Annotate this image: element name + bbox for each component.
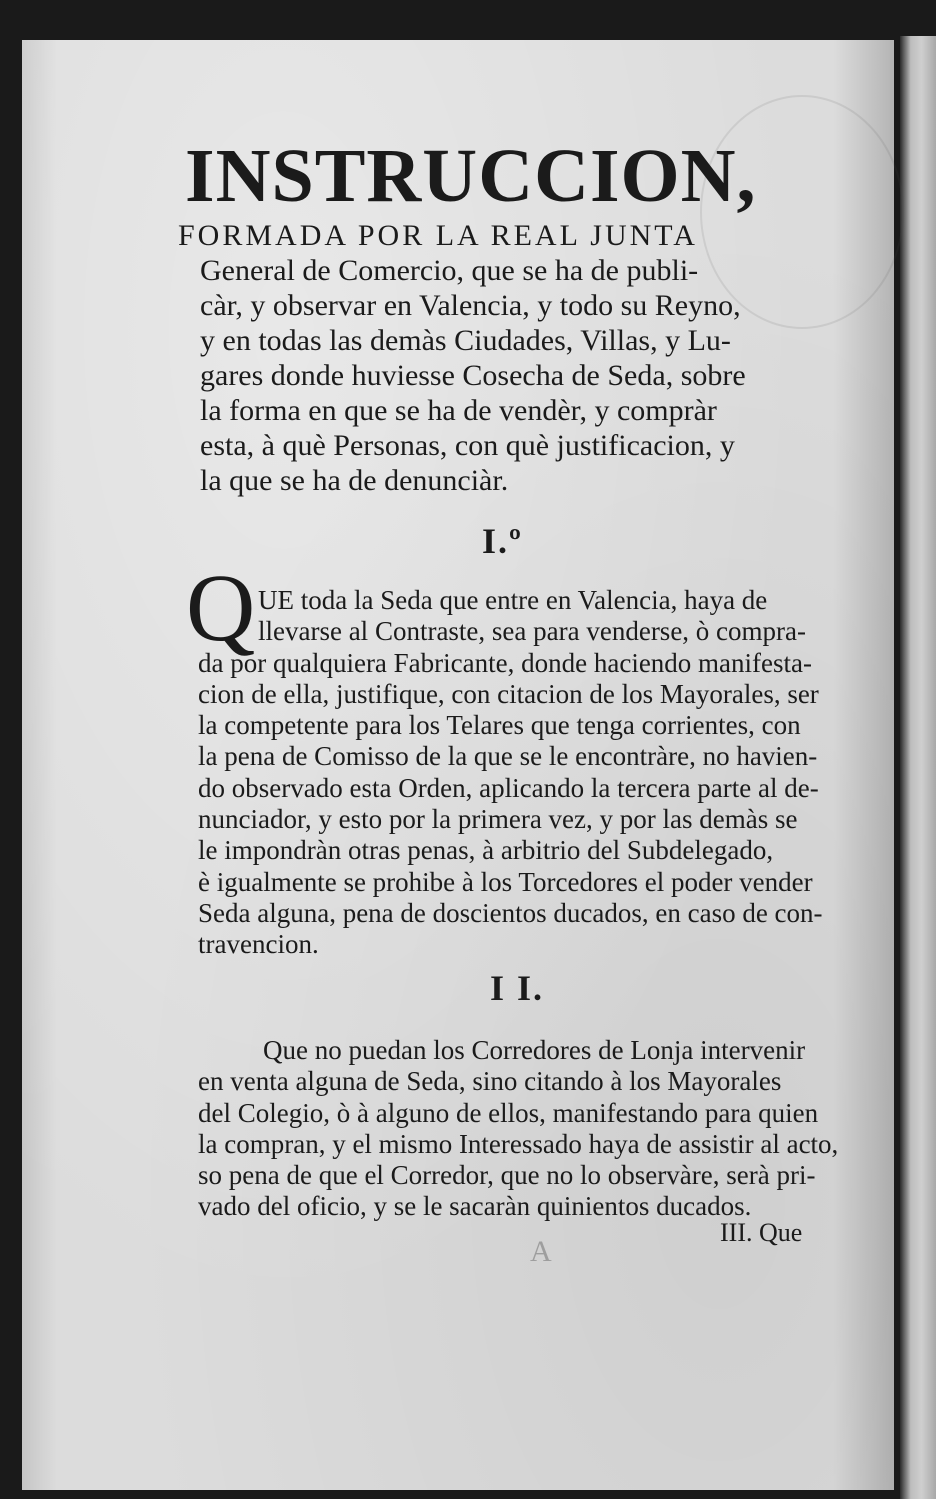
section-2-paragraph [198,1035,838,1223]
paragraph-line: vado del oficio, y se le sacaràn quinientos ducados. [198,1191,752,1222]
signature-mark: A [530,1235,552,1268]
paragraph-line: cion de ella, justifique, con citacion de los Mayorales, ser [198,678,819,709]
paragraph-line: nunciador, y esto por la primera vez, y por las demàs se [198,804,798,835]
document-title: INSTRUCCION, [185,134,757,218]
paragraph-line: Seda alguna, pena de doscientos ducados, en caso de con- [198,897,823,928]
catchword: III. Que [720,1218,803,1247]
paragraph-line: del Colegio, ò à alguno de ellos, manifestando para quien [198,1097,819,1128]
intro-paragraph [178,218,828,498]
paragraph-line: so pena de que el Corredor, que no lo observàre, serà pri- [198,1160,816,1191]
paragraph-line: Que no puedan los Corredores de Lonja intervenir [263,1035,806,1065]
paragraph-line: da por qualquiera Fabricante, donde haciendo manifesta- [198,647,812,678]
paragraph-line: llevarse al Contraste, sea para venderse, ò compra- [258,616,807,647]
intro-line: General de Comercio, que se ha de publi- [200,254,699,287]
paragraph-line: UE toda la Seda que entre en Valencia, haya de [258,585,768,615]
drop-cap: Q [186,554,256,661]
paragraph-line: la competente para los Telares que tenga corrientes, con [198,710,801,741]
intro-line: càr, y observar en Valencia, y todo su Reyno, [200,289,741,322]
paragraph-line: la compran, y el mismo Interessado haya de assistir al acto, [198,1128,839,1159]
paragraph-line: la pena de Comisso de la que se le encontràre, no havien- [198,741,818,772]
intro-line: y en todas las demàs Ciudades, Villas, y Lu- [200,324,731,357]
paragraph-line: do observado esta Orden, aplicando la tercera parte al de- [198,772,819,803]
section-heading-1: I.º [482,521,523,561]
intro-line: esta, à què Personas, con què justificacion, y [200,429,735,462]
intro-line: la que se ha de denunciàr. [200,464,509,497]
paragraph-line: travencion. [198,929,319,960]
section-heading-2: I I. [490,968,545,1008]
intro-line: la forma en que se ha de vendèr, y compràr [200,394,717,427]
intro-line: FORMADA POR LA REAL JUNTA [178,219,698,252]
intro-line: gares donde huviesse Cosecha de Seda, sobre [200,359,746,392]
paragraph-line: le impondràn otras penas, à arbitrio del Subdelegado, [198,835,774,866]
paragraph-line: è igualmente se prohibe à los Torcedores el poder vender [198,866,813,897]
section-1-paragraph [198,585,838,961]
paragraph-line: en venta alguna de Seda, sino citando à los Mayorales [198,1066,782,1097]
